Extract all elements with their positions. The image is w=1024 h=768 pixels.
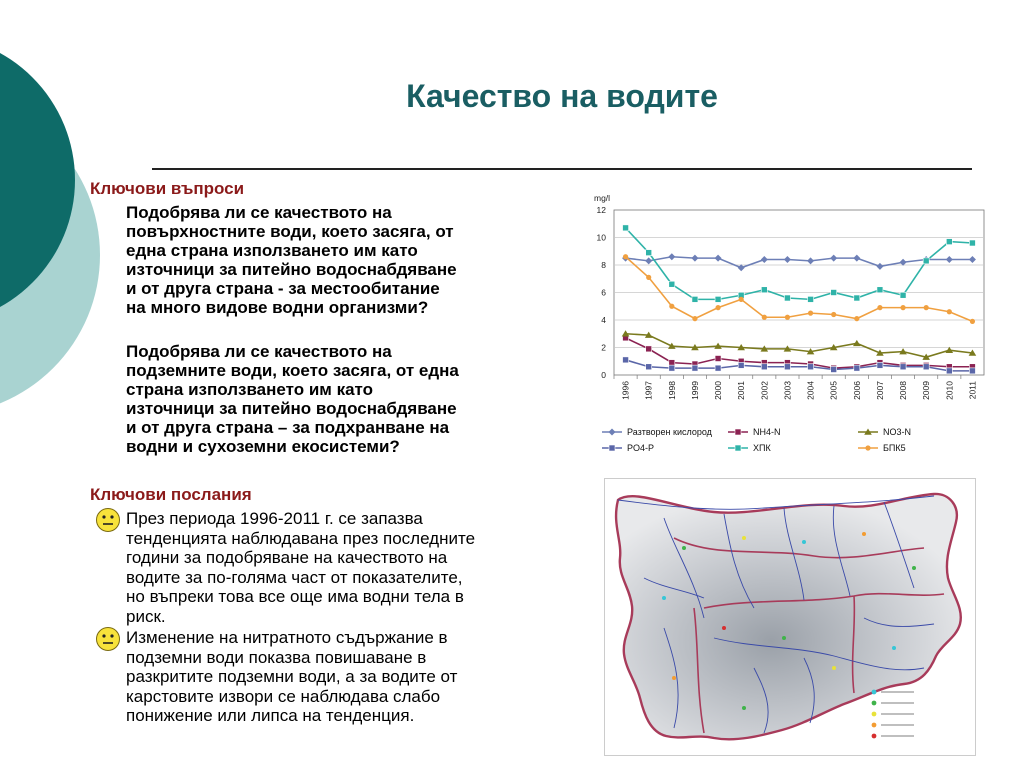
y-tick-label: 10 [596,232,606,243]
data-point [646,346,652,352]
x-tick-label: 2001 [736,381,747,400]
legend-marker [609,429,616,436]
legend-entry [602,443,654,453]
legend-marker [735,445,741,451]
x-tick-label: 2006 [851,381,862,400]
y-tick-label: 12 [596,205,606,215]
x-tick-label: 2008 [898,381,909,400]
legend-label: NO3-N [883,427,912,437]
legend-label: ХПК [753,443,771,453]
legend-entry [858,427,911,437]
data-point [623,225,629,231]
data-point [877,362,883,368]
data-point [669,281,675,287]
data-point [946,368,952,374]
key-questions-heading: Ключови въпроси [90,179,245,198]
data-point [854,295,860,301]
data-point [784,295,790,301]
data-point [738,362,744,368]
x-tick-label: 2005 [828,381,839,400]
data-point [831,312,836,317]
x-tick-label: 2009 [921,381,932,400]
data-point [854,365,860,371]
map-legend-swatch [872,701,877,706]
data-point [761,287,767,293]
data-point [970,319,975,324]
data-point [623,357,629,363]
map-legend-swatch [872,723,877,728]
x-tick-label: 1997 [643,381,654,400]
legend-label: PO4-P [627,443,655,453]
x-tick-label: 2003 [782,381,793,400]
map-legend-swatch [872,690,877,695]
data-point [646,364,652,370]
smiley-face-icon [95,507,121,538]
data-point [669,365,675,371]
water-quality-chart [572,190,992,470]
data-point [923,258,929,264]
data-point [969,240,975,246]
legend-label: Разтворен кислород [627,427,712,437]
legend-marker [609,445,615,451]
data-point [761,364,767,370]
data-point [947,309,952,314]
smiley-face-icon [95,626,121,657]
data-point [715,305,720,310]
data-point [808,296,814,302]
data-point [877,287,883,293]
data-point [946,239,952,245]
data-point [692,365,698,371]
map-legend-swatch [872,734,877,739]
legend-entry [728,443,771,453]
data-point [692,296,698,302]
slide-title: Качество на водите [406,78,718,114]
data-point [808,364,814,370]
legend-label: NH4-N [753,427,781,437]
data-point [877,305,882,310]
data-point [715,356,721,362]
y-tick-label: 0 [601,370,606,380]
x-tick-label: 2002 [759,381,770,400]
question-surface-water: Подобрява ли се качеството на повърхностните води, което засяга, от една страна използването им като източници за питейно водоснабдяване и от друга страна - за местообитание на много видове водни организми? [126,203,457,317]
legend-entry [602,427,713,437]
x-tick-label: 1996 [620,381,631,400]
x-tick-label: 1999 [689,381,700,400]
legend-entry [858,443,906,453]
data-point [900,305,905,310]
y-axis-label: mg/l [594,193,611,203]
y-tick-label: 8 [601,260,606,270]
legend-marker [865,445,870,450]
data-point [692,316,697,321]
legend-marker [735,429,741,435]
x-tick-label: 2004 [805,381,816,400]
message-nitrate-trend: Изменение на нитратното съдържание в подземни води показва повишаване в разкритите подземни води, а за водите от карстовите извори се наблюдава слабо понижение или липса на тенденция. [126,628,458,725]
bulgaria-water-status-map [604,478,976,761]
title-divider [152,168,972,170]
data-point [623,254,628,259]
data-point [900,292,906,298]
data-point [831,367,837,373]
data-point [785,315,790,320]
decor-circles [0,0,110,420]
data-point [669,360,675,366]
y-tick-label: 2 [601,342,606,353]
data-point [808,311,813,316]
data-point [739,297,744,302]
data-point [646,250,652,256]
message-surface-trend: През периода 1996-2011 г. се запазва тенденцията наблюдавана през последните години за подобряване на качеството на водите за по-голяма част от показателите, но въпреки това все още има водни тела в риск. [126,509,476,626]
legend-label: БПК5 [883,443,906,453]
data-point [715,365,721,371]
question-ground-water: Подобрява ли се качеството на подземните води, което засяга, от една страна използването им като източници за питейно водоснабдяване и от друга страна – за подхранване на водни и сухоземни екосистеми? [126,342,459,456]
key-messages-heading: Ключови послания [90,485,252,504]
x-tick-label: 2011 [967,381,978,400]
data-point [784,364,790,370]
data-point [715,296,721,302]
data-point [669,304,674,309]
data-point [923,364,929,370]
legend-entry [728,427,781,437]
x-tick-label: 2000 [713,381,724,400]
x-tick-label: 2010 [944,381,955,400]
data-point [646,275,651,280]
data-point [831,290,837,296]
data-point [969,368,975,374]
data-point [900,364,906,370]
y-tick-label: 6 [601,287,606,298]
data-point [854,316,859,321]
data-point [762,315,767,320]
data-point [924,305,929,310]
x-tick-label: 2007 [874,381,885,400]
map-legend-swatch [872,712,877,717]
y-tick-label: 4 [601,315,606,325]
x-tick-label: 1998 [666,381,677,400]
